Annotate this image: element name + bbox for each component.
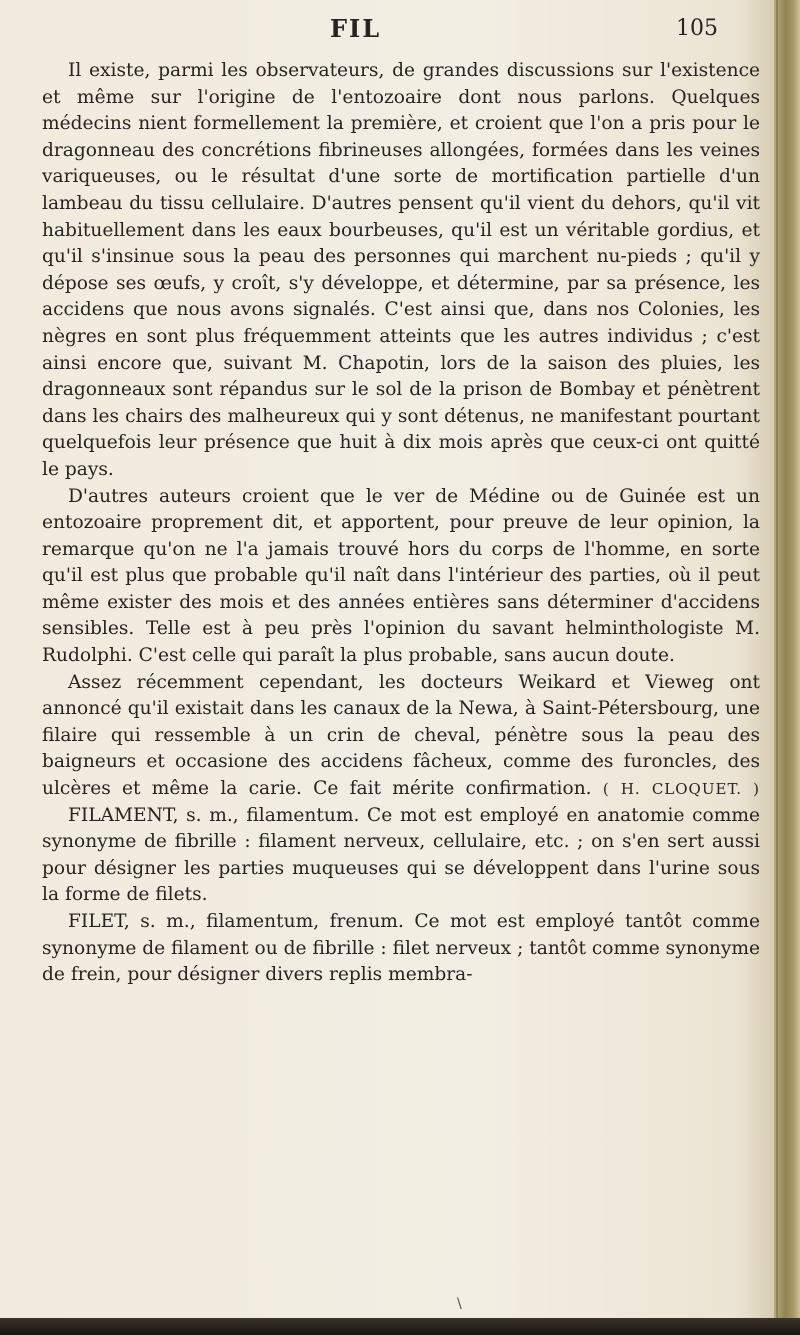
entry-filet: FILET, s. m., filamentum, frenum. Ce mot est employé tantôt comme synonyme de filament ou de fibrille : filet nerveux ; tantôt comme synonyme de frein, pour désigner divers replis membra- — [42, 911, 760, 986]
paragraph-newa — [42, 670, 760, 803]
running-head: FIL — [330, 14, 382, 43]
gutter-edge — [776, 0, 778, 1335]
stray-mark: \ — [457, 1296, 462, 1312]
paragraph-newa-text: Assez récemment cependant, les docteurs Weikard et Vieweg ont annoncé qu'il existait dans les canaux de la Newa, à Saint-Pétersbourg, une filaire qui ressemble à un crin de cheval, pénètre sous la peau des baigneurs et occasione des accidens fâcheux, comme des furoncles, des ulcères et même la carie. Ce fait mérite confirmation. — [42, 671, 760, 800]
page-header — [66, 14, 736, 46]
author-signature: ( H. CLOQUET. ) — [602, 780, 760, 799]
body-text — [42, 58, 760, 989]
paragraph-discussions: Il existe, parmi les observateurs, de grandes discussions sur l'existence et même sur l'origine de l'entozoaire dont nous parlons. Quelques médecins nient formellement la première, et croient que l'on a pris pour le dragonneau des concrétions fibrineuses allongées, formées dans les veines variqueuses, ou le résultat d'une sorte de mortification partielle d'un lambeau du tissu cellulaire. D'autres pensent qu'il vient du dehors, qu'il vit habituellement dans les eaux bourbeuses, qu'il est un véritable gordius, et qu'il s'insinue sous la peau des personnes qui marchent nu-pieds ; qu'il y dépose ses œufs, y croît, s'y développe, et détermine, par sa présence, les accidens que nous avons signalés. C'est ainsi que, dans nos Colonies, les nègres en sont plus fréquemment atteints que les autres individus ; c'est ainsi encore que, suivant M. Chapotin, lors de la saison des pluies, les dragonneaux sont répandus sur le sol de la prison de Bombay et pénètrent dans les chairs des malheureux qui y sont détenus, ne manifestant pourtant quelquefois leur présence que huit à dix mois après que ceux-ci ont quitté le pays. — [42, 60, 760, 480]
bottom-shadow — [0, 1318, 800, 1335]
page-number: 105 — [676, 16, 718, 41]
entry-filament: FILAMENT, s. m., filamentum. Ce mot est employé en anatomie comme synonyme de fibrille : filament nerveux, cellulaire, etc. ; on s'en sert aussi pour désigner les parties muqueuses qui se développent dans l'urine sous la forme de filets. — [42, 804, 760, 906]
paragraph-entozoaire: D'autres auteurs croient que le ver de Médine ou de Guinée est un entozoaire proprement dit, et apportent, pour preuve de leur opinion, la remarque qu'on ne l'a jamais trouvé hors du corps de l'homme, en sorte qu'il est plus que probable qu'il naît dans l'intérieur des parties, où il peut même exister des mois et des années entières sans déterminer d'accidens sensibles. Telle est à peu près l'opinion du savant helminthologiste M. Rudolphi. C'est celle qui paraît la plus probable, sans aucun doute. — [42, 485, 760, 667]
